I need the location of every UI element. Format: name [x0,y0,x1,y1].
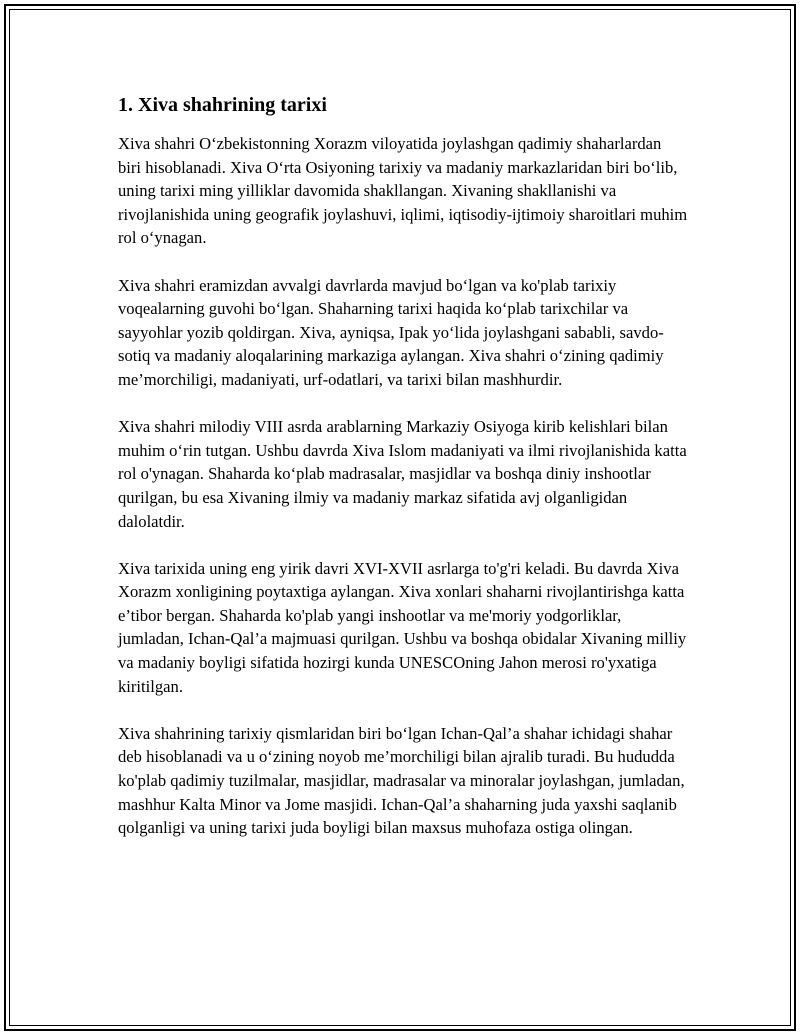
paragraph-5: Xiva shahrining tarixiy qismlaridan biri bo‘lgan Ichan-Qal’a shahar ichidagi shahar deb hisoblanadi va u o‘zining noyob me’morchiligi bilan ajralib turadi. Bu hududda ko'plab qadimiy tuzilmalar, masjidlar, madrasalar va minoralar joylashgan, jumladan, mashhur Kalta Minor va Jome masjidi. Ichan-Qal’a shaharning juda yaxshi saqlanib qolganligi va uning tarixi juda boyligi bilan maxsus muhofaza ostiga olingan. [118,723,685,838]
paragraph-2: Xiva shahri eramizdan avvalgi davrlarda mavjud bo‘lgan va ko'plab tarixiy voqealarning guvohi bo‘lgan. Shaharning tarixi haqida ko‘plab tarixchilar va sayyohlar yozib qoldirgan. Xiva, ayniqsa, Ipak yo‘lida joylashgani sababli, savdo-sotiq va madaniy aloqalarining markaziga aylangan. Xiva shahri o‘zining qadimiy me’morchiligi, madaniyati, urf-odatlari, va tarixi bilan mashhurdir. [118,275,664,389]
document-body [118,92,688,863]
paragraph-1: Xiva shahri O‘zbekistonning Xorazm viloyatida joylashgan qadimiy shaharlardan biri hisoblanadi. Xiva O‘rta Osiyoning tarixiy va madaniy markazlaridan biri bo‘lib, uning tarixi ming yilliklar davomida shakllangan. Xivaning shakllanishi va rivojlanishida uning geografik joylashuvi, iqlimi, iqtisodiy-ijtimoiy sharoitlari muhim rol o‘ynagan. [118,134,688,248]
paragraph-4: Xiva tarixida uning eng yirik davri XVI-XVII asrlarga to'g'ri keladi. Bu davrda Xiva Xorazm xonligining poytaxtiga aylangan. Xiva xonlari shaharni rivojlantirishga katta e’tibor bergan. Shaharda ko'plab yangi inshootlar va me'moriy yodgorliklar, jumladan, Ichan-Qal’a majmuasi qurilgan. Ushbu va boshqa obidalar Xivaning milliy va madaniy boyligi sifatida hozirgi kunda UNESCOning Jahon merosi ro'yxatiga kiritilgan. [118,558,687,696]
section-heading: 1. Xiva shahrining tarixi [118,94,327,116]
paragraph-3: Xiva shahri milodiy VIII asrda arablarning Markaziy Osiyoga kirib kelishlari bilan muhim o‘rin tutgan. Ushbu davrda Xiva Islom madaniyati va ilmi rivojlanishida katta rol o'ynagan. Shaharda ko‘plab madrasalar, masjidlar va boshqa diniy inshootlar qurilgan, bu esa Xivaning ilmiy va madaniy markaz sifatida avj olganligidan dalolatdir. [118,417,687,531]
